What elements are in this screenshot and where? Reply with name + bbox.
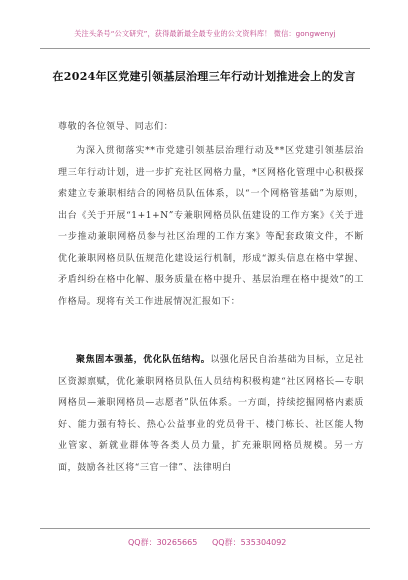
paragraph-2-heading: 聚焦固本强基，优化队伍结构。 bbox=[76, 355, 211, 365]
document-title: 在2024年区党建引领基层治理三年行动计划推进会上的发言 bbox=[52, 70, 356, 83]
footer-qq-group-1: QQ群：30265665 bbox=[128, 538, 198, 547]
paragraph-2 bbox=[58, 350, 364, 479]
footer-qq-group-2: QQ群：535304092 bbox=[212, 538, 287, 547]
header-banner: 关注头条号“公文研究”，获得最新最全最专业的公文资料库！ 微信：gongwenyj bbox=[40, 20, 370, 49]
salutation: 尊敬的各位领导、同志们： bbox=[58, 122, 174, 132]
paragraph-2-body: 以强化居民自治基础为目标，立足社区资源禀赋，优化兼职网格员队伍人员结构积极构建“社区网格长—专职网格员—兼职网格员—志愿者”队伍体系。一方面，持续挖掘网格内素质好、能力强有特长、热心公益事业的党员骨干、楼门栋长、社区能人物业管家、新就业群体等各类人员力量，扩充兼职网格员规模。另一方面，鼓励各社区将“三官一律”、法律明白 bbox=[58, 355, 365, 473]
footer bbox=[40, 528, 370, 555]
paragraph-1: 为深入贯彻落实**市党建引领基层治理行动及**区党建引领基层治理三年行动计划，进一步扩充社区网格力量，*区网格化管理中心积极探索建立专兼职相结合的网格员队伍体系，以“一个网格管基础”为原则，出台《关于开展“1+1+N”专兼职网格员队伍建设的工作方案》《关于进一步推动兼职网格员参与社区治理的工作方案》等配套政策文件，不断优化兼职网格员队伍规范化建设运行机制，形成“源头信息在格中掌握、矛盾纠纷在格中化解、服务质量在格中提升、基层治理在格中提效”的工作格局。现将有关工作进展情况汇报如下： bbox=[58, 146, 364, 307]
